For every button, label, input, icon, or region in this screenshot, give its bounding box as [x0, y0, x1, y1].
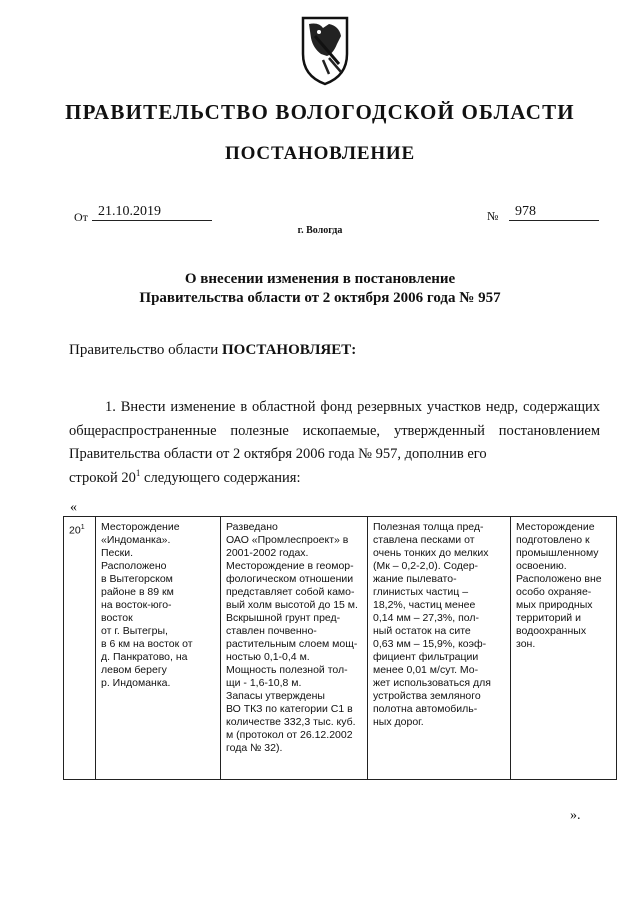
decree-prefix: Правительство области — [69, 342, 219, 358]
cell-line: 0,14 мм – 27,3%, пол- — [373, 612, 479, 624]
cell-line: Запасы утверждены — [226, 690, 325, 702]
paragraph-1-body: 1. Внести изменение в областной фонд резервных участков недр, содержащих общераспространенные полезные ископаемые, утвержденный постановлением Правительства области от 2 октября 2006 года № 957, дополнив его — [69, 399, 600, 462]
cell-line: Расположено — [101, 560, 167, 572]
cell-line: ставлен почвенно- — [226, 625, 317, 637]
cell-line: на восток-юго- — [101, 599, 172, 611]
document-date: 21.10.2019 — [92, 204, 212, 221]
cell-line: фициент фильтрации — [373, 651, 479, 663]
document-type: ПОСТАНОВЛЕНИЕ — [225, 143, 415, 164]
cell-line: Месторождение в геомор- — [226, 560, 354, 572]
cell-line: р. Индоманка. — [101, 677, 171, 689]
cell-line: (Мк – 0,2-2,0). Содер- — [373, 560, 479, 572]
cell-line: полотна автомобиль- — [373, 703, 478, 715]
paragraph-1 — [69, 396, 600, 467]
government-title: ПРАВИТЕЛЬСТВО ВОЛОГОДСКОЙ ОБЛАСТИ — [65, 100, 575, 124]
paragraph-1-last-line — [69, 468, 300, 487]
cell-line: подготовлено к — [516, 534, 590, 546]
cell-line: очень тонких до мелких — [373, 547, 489, 559]
cell-line: Месторождение — [101, 521, 180, 533]
quote-close: ». — [570, 808, 581, 823]
cell-line: 18,2%, частиц менее — [373, 599, 476, 611]
development-status-cell — [511, 517, 617, 780]
cell-line: «Индоманка». — [101, 534, 171, 546]
row-number-superscript: 1 — [80, 524, 85, 531]
table-row — [64, 517, 617, 780]
cell-line: в Вытегорском — [101, 573, 173, 585]
cell-line: 0,63 мм – 15,9%, коэф- — [373, 638, 487, 650]
cell-line: Разведано — [226, 521, 278, 533]
document-number: 978 — [509, 204, 599, 221]
reserve-table — [63, 516, 617, 780]
document-subject — [0, 270, 640, 308]
development-status-text — [516, 521, 612, 651]
cell-line: особо охраняе- — [516, 586, 592, 598]
cell-line: глинистых частиц – — [373, 586, 469, 598]
city: г. Вологда — [297, 225, 343, 236]
decree-keyword: ПОСТАНОВЛЯЕТ: — [221, 342, 357, 358]
cell-line: Пески. — [101, 547, 134, 559]
cell-line: растительным слоем мощ- — [226, 638, 358, 650]
cell-line: менее 0,01 м/сут. Мо- — [373, 664, 479, 676]
cell-line: представляет собой камо- — [226, 586, 355, 598]
cell-line: жет использоваться для — [373, 677, 491, 689]
cell-line: промышленному — [516, 547, 599, 559]
decree-statement — [69, 342, 356, 359]
subject-line-2: Правительства области от 2 октября 2006 года № 957 — [139, 290, 501, 306]
cell-line: года № 32). — [226, 742, 283, 754]
mineral-characteristics-cell — [368, 517, 511, 780]
number-label: № — [487, 209, 499, 223]
cell-line: освоению. — [516, 560, 567, 572]
row-number-cell — [64, 517, 96, 780]
subject-line-1: О внесении изменения в постановление — [184, 271, 456, 287]
cell-line: ВО ТКЗ по категории С1 в — [226, 703, 353, 715]
cell-line: от г. Вытегры, — [101, 625, 168, 637]
cell-line: ностью 0,1-0,4 м. — [226, 651, 310, 663]
cell-line: Вскрышной грунт пред- — [226, 612, 341, 624]
cell-line: восток — [101, 612, 133, 624]
cell-line: щи - 1,6-10,8 м. — [226, 677, 302, 689]
paragraph-1-last-prefix: строкой 20 — [69, 469, 136, 486]
paragraph-1-last-suffix: следующего содержания: — [140, 469, 301, 486]
cell-line: ных дорог. — [373, 716, 424, 728]
date-label: От — [74, 210, 88, 224]
cell-line: жание пылевато- — [373, 573, 457, 585]
cell-line: вый холм высотой до 15 м. — [226, 599, 358, 611]
cell-line: Мощность полезной тол- — [226, 664, 348, 676]
cell-line: 2001-2002 годах. — [226, 547, 309, 559]
cell-line: ставлена песками от — [373, 534, 475, 546]
cell-line: Месторождение — [516, 521, 595, 533]
cell-line: ОАО «Промлеспроект» в — [226, 534, 349, 546]
row-number: 20 — [69, 524, 81, 537]
cell-line: д. Панкратово, на — [101, 651, 188, 663]
coat-of-arms-icon — [299, 14, 351, 86]
cell-line: Полезная толща пред- — [373, 521, 484, 533]
exploration-text — [226, 521, 363, 755]
cell-line: мых природных — [516, 599, 593, 611]
paragraph-1-superscript: 1 — [135, 468, 141, 478]
exploration-cell — [221, 517, 368, 780]
cell-line: устройства земляного — [373, 690, 481, 702]
cell-line: территорий и — [516, 612, 581, 624]
cell-line: левом берегу — [101, 664, 167, 676]
cell-line: фологическом отношении — [226, 573, 354, 585]
cell-line: количестве 332,3 тыс. куб. — [226, 716, 356, 728]
cell-line: м (протокол от 26.12.2002 — [226, 729, 353, 741]
cell-line: Расположено вне — [516, 573, 602, 585]
quote-open: « — [70, 500, 77, 515]
cell-line: районе в 89 км — [101, 586, 174, 598]
cell-line: зон. — [516, 638, 536, 650]
cell-line: ный остаток на сите — [373, 625, 471, 637]
deposit-location-cell — [96, 517, 221, 780]
mineral-characteristics-text — [373, 521, 506, 729]
deposit-location-text — [101, 521, 216, 690]
cell-line: водоохранных — [516, 625, 587, 637]
cell-line: в 6 км на восток от — [101, 638, 193, 650]
